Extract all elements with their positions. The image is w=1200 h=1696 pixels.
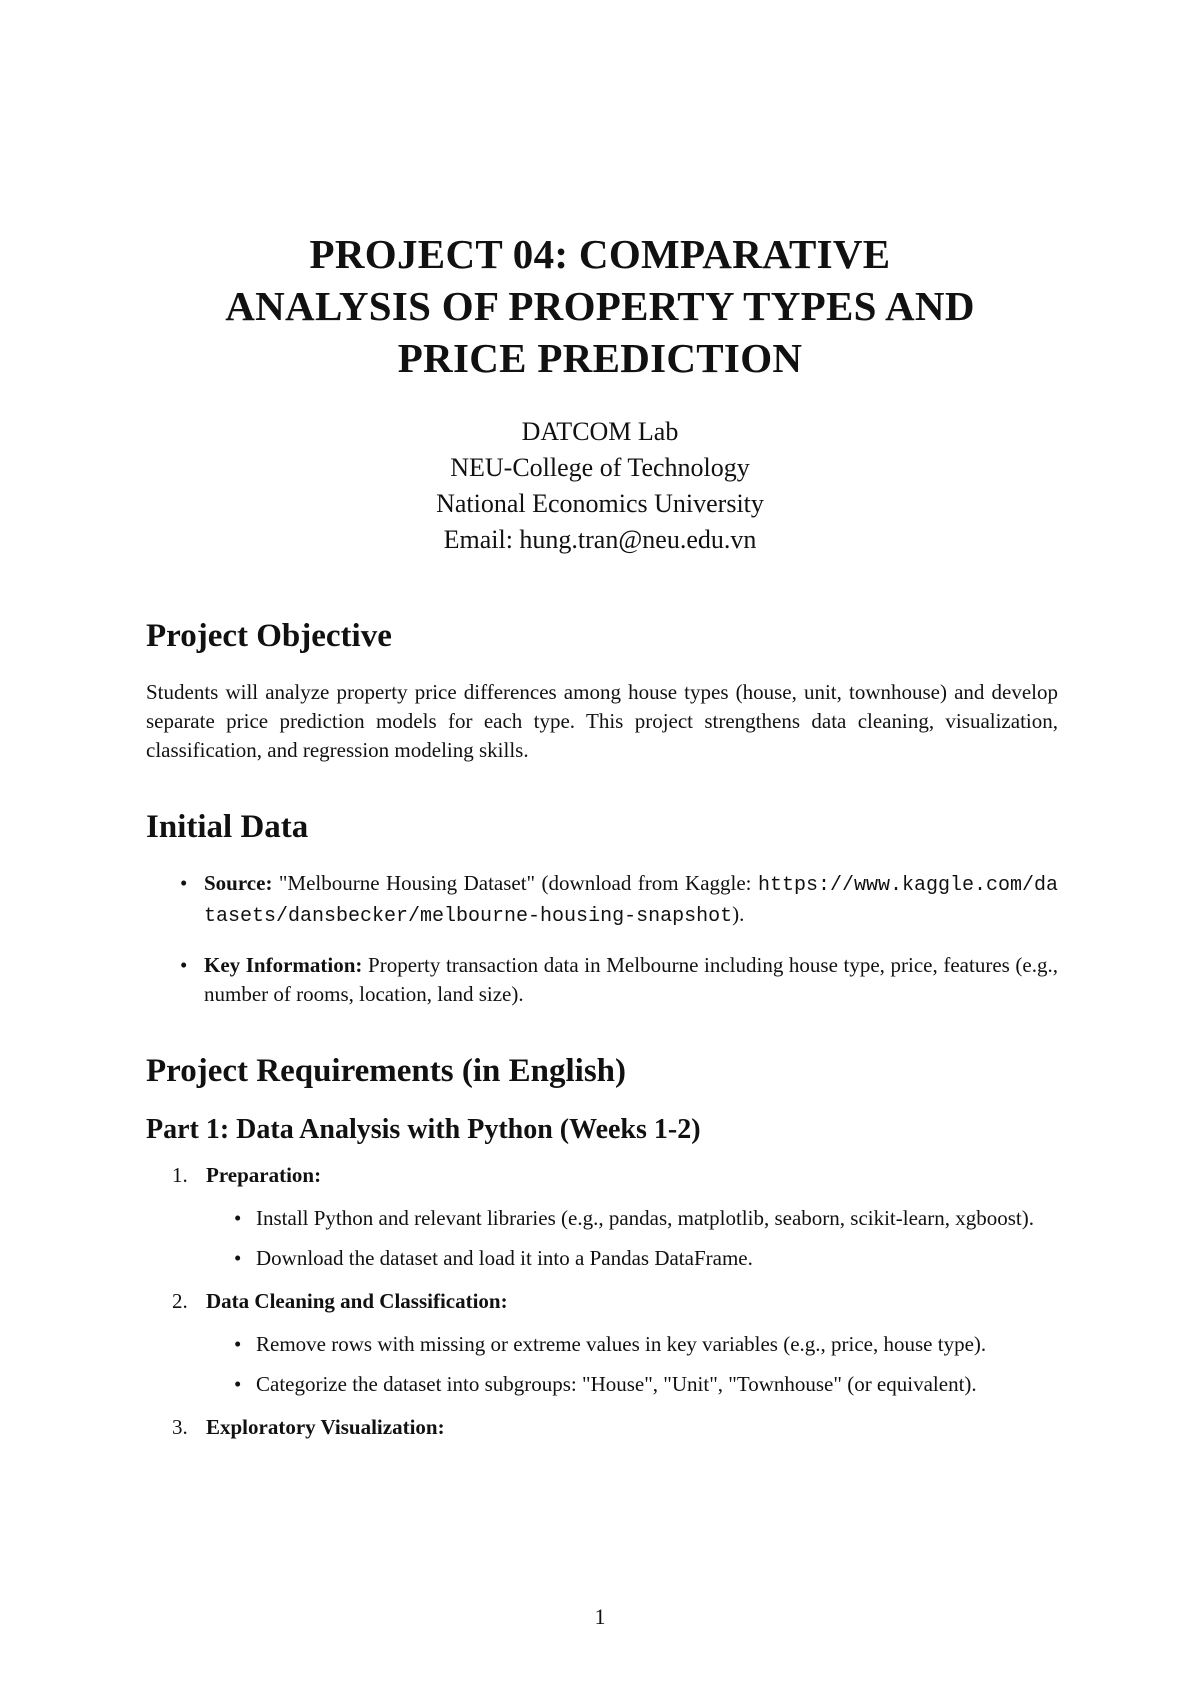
source-label: Source: bbox=[204, 871, 273, 895]
author-email: Email: hung.tran@neu.edu.vn bbox=[443, 525, 757, 554]
document-body bbox=[146, 616, 1058, 1456]
college-name: NEU-College of Technology bbox=[450, 453, 750, 482]
document-title bbox=[100, 228, 1100, 384]
initial-data-list bbox=[146, 869, 1058, 1009]
step-label: Preparation: bbox=[206, 1163, 322, 1187]
objective-section bbox=[146, 616, 1058, 765]
source-text: "Melbourne Housing Dataset" (download from Kaggle: bbox=[278, 871, 758, 895]
step-number: 2. bbox=[172, 1289, 188, 1313]
page-number: 1 bbox=[594, 1604, 606, 1629]
step-subitem: • Categorize the dataset into subgroups: "House", "Unit", "Townhouse" (or equivalent). bbox=[256, 1370, 1058, 1399]
step-item bbox=[172, 1413, 1058, 1442]
key-info-item bbox=[204, 951, 1058, 1009]
step-number: 1. bbox=[172, 1163, 188, 1187]
step-label: Data Cleaning and Classification: bbox=[206, 1289, 508, 1313]
requirements-heading: Project Requirements (in English) bbox=[146, 1053, 626, 1089]
objective-heading: Project Objective bbox=[146, 618, 392, 654]
step-subitem: • Remove rows with missing or extreme values in key variables (e.g., price, house type). bbox=[256, 1330, 1058, 1359]
step-label: Exploratory Visualization: bbox=[206, 1415, 445, 1439]
source-url-link[interactable]: https://www.kaggle.com/datasets/dansbecker/melbourne-housing-snapshot bbox=[204, 874, 1058, 928]
title-line-1: PROJECT 04: COMPARATIVE bbox=[309, 231, 891, 277]
initial-data-heading: Initial Data bbox=[146, 809, 309, 845]
objective-text: Students will analyze property price differences among house types (house, unit, townhouse) and develop separate price prediction models for each type. This project strengthens data cleaning, visualization, classification, and regression modeling skills. bbox=[146, 680, 1058, 762]
title-line-2: ANALYSIS OF PROPERTY TYPES AND bbox=[225, 283, 975, 329]
step-item bbox=[172, 1287, 1058, 1399]
key-info-label: Key Information: bbox=[204, 953, 363, 977]
step-sublist bbox=[206, 1204, 1058, 1273]
step-number: 3. bbox=[172, 1415, 188, 1439]
affiliation-block bbox=[100, 414, 1100, 558]
step-sublist bbox=[206, 1330, 1058, 1399]
lab-name: DATCOM Lab bbox=[521, 417, 679, 446]
part1-heading: Part 1: Data Analysis with Python (Weeks 1-2) bbox=[146, 1114, 701, 1145]
step-item bbox=[172, 1161, 1058, 1273]
initial-data-section bbox=[146, 807, 1058, 1009]
source-item bbox=[204, 869, 1058, 931]
key-info-text: Property transaction data in Melbourne including house type, price, features (e.g., number of rooms, location, land size). bbox=[204, 953, 1058, 1006]
step-subitem: • Install Python and relevant libraries (e.g., pandas, matplotlib, seaborn, scikit-learn, xgboost). bbox=[256, 1204, 1058, 1233]
title-line-3: PRICE PREDICTION bbox=[397, 335, 803, 381]
source-end: ). bbox=[732, 902, 745, 926]
requirements-section bbox=[146, 1051, 1058, 1442]
requirements-steps bbox=[146, 1161, 1058, 1442]
step-subitem: • Download the dataset and load it into a Pandas DataFrame. bbox=[256, 1244, 1058, 1273]
university-name: National Economics University bbox=[436, 489, 764, 518]
